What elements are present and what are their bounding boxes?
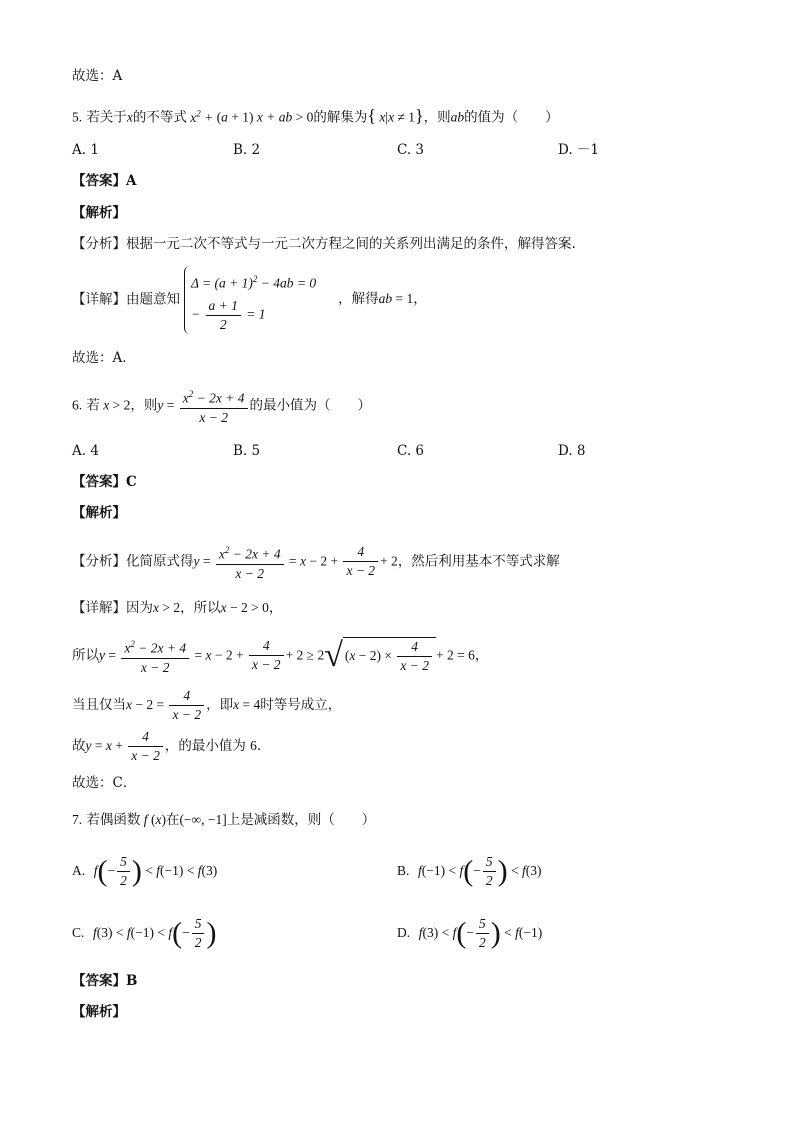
q7-option-b: B. f(−1) < f(− $\frac{5}{2}$ ) < f(3)	[397, 854, 542, 888]
q5-jiexi: 【解析】	[72, 205, 126, 221]
q7-jiexi: 【解析】	[72, 1004, 126, 1020]
q7-option-d: D. f(3) < f(− $\frac{5}{2}$ ) < f(−1)	[397, 916, 543, 950]
q5-fenxi: 【分析】根据一元二次不等式与一元二次方程之间的关系列出满足的条件，解得答案.	[72, 236, 576, 252]
q7-stem: 7. 若偶函数 f (x)在(−∞, −1]上是减函数，则（ ）	[72, 812, 376, 828]
q5-equation-system: $\Delta = (a + 1)^2 - 4ab = 0$ − $\frac{a + 1}{2}$ = 1	[184, 266, 316, 334]
q6-guxuan: 故选：C．	[72, 775, 137, 791]
q6-answer: 【答案】C	[72, 474, 137, 490]
q6-xiangjie: 【详解】因为x > 2，所以x − 2 > 0，	[72, 600, 283, 616]
q6-option-b: B. 5	[233, 443, 261, 459]
q5-option-d: D. －1	[558, 142, 600, 158]
q5-guxuan: 故选：A．	[72, 350, 136, 366]
q6-jiexi: 【解析】	[72, 505, 126, 521]
q7-answer: 【答案】B	[72, 973, 138, 989]
q6-gu: 故y = x + $\frac{4}{x - 2}$ ，的最小值为 6．	[72, 729, 271, 763]
q6-suoyi: 所以y = $\frac{x^2 - 2x + 4}{x - 2}$ = x − 2 + $\frac{4}{x - 2}$ + 2 ≥ 2√ (x − 2) × $\frac{4}{x - 2}$ + 2 = 6，	[72, 636, 489, 675]
q6-stem: 6. 若 x > 2，则y = $\frac{x^2 - 2x + 4}{x - 2}$ 的最小值为（ ）	[72, 385, 371, 427]
sqrt-icon: √	[324, 636, 343, 674]
q4-answer-line: 故选：A	[72, 68, 123, 84]
q6-option-d: D. 8	[558, 443, 586, 459]
q6-option-c: C. 6	[397, 443, 425, 459]
q5-option-c: C. 3	[397, 142, 425, 158]
q7-option-c: C. f(3) < f(−1) < f(− $\frac{5}{2}$ )	[72, 916, 217, 950]
q5-option-a: A. 1	[72, 142, 99, 158]
q7-option-a: A. f(− $\frac{5}{2}$ ) < f(−1) < f(3)	[72, 854, 218, 888]
q6-dangqie: 当且仅当x − 2 = $\frac{4}{x - 2}$ ，即x = 4时等号成立，	[72, 688, 342, 722]
q5-xiangjie: 【详解】由题意知 $\Delta = (a + 1)^2 - 4ab = 0$ − $\frac{a + 1}{2}$ = 1 ，解得ab = 1，	[72, 266, 427, 334]
q5-stem: 5. 若关于x的不等式 $x^2 + (a + 1) x$ + ab > 0的解集为{ x|x ≠ 1}，则ab的值为（ ）	[72, 105, 559, 126]
q6-option-a: A. 4	[72, 443, 99, 459]
q6-fenxi: 【分析】化简原式得y = $\frac{x^2 - 2x + 4}{x - 2}$ = x − 2 + $\frac{4}{x - 2}$ + 2，然后利用基本不等式求解	[72, 541, 560, 583]
q5-option-b: B. 2	[233, 142, 261, 158]
q5-answer: 【答案】A	[72, 173, 137, 189]
